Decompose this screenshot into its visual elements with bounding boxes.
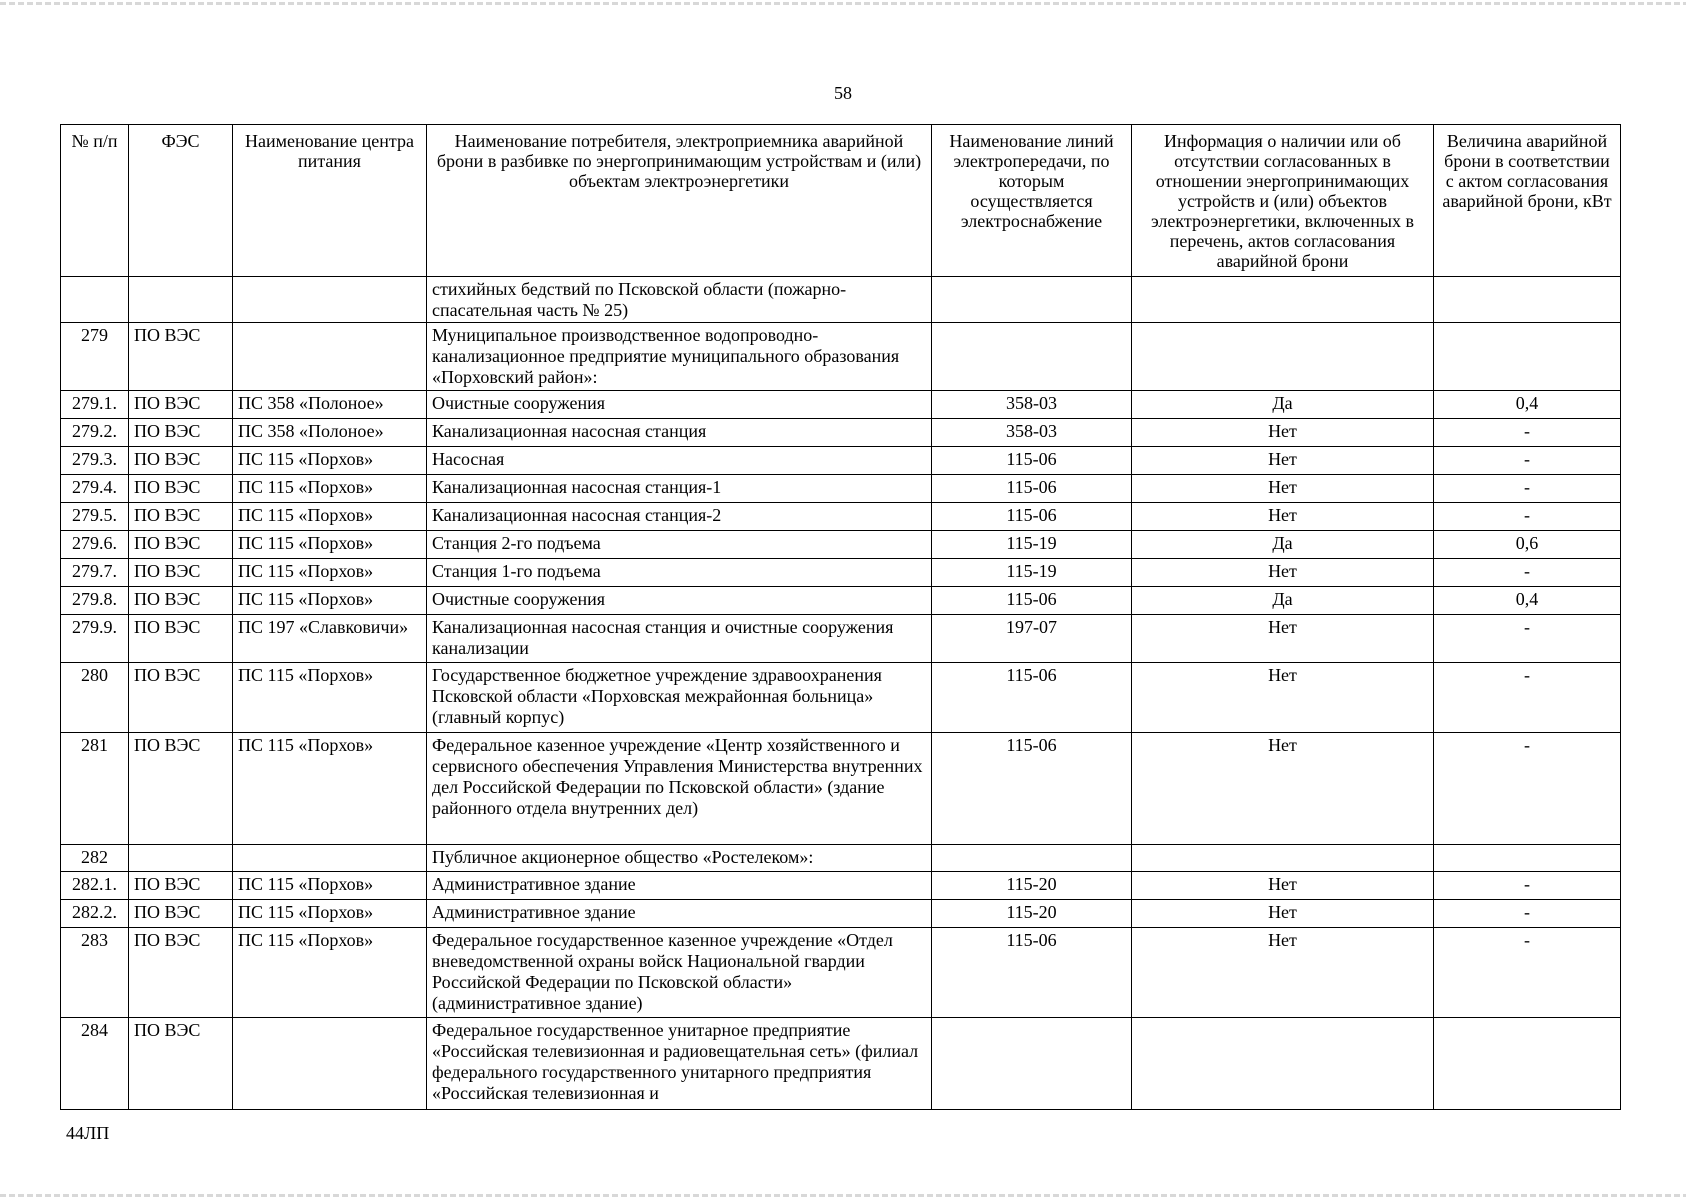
table-row bbox=[61, 663, 1621, 733]
header-row bbox=[61, 125, 1621, 277]
cell-power-line: 115-06 bbox=[932, 447, 1132, 475]
cell-number: 279.3. bbox=[61, 447, 129, 475]
cell-consumer: Публичное акционерное общество «Ростелеком»: bbox=[427, 845, 932, 872]
cell-fes: ПО ВЭС bbox=[129, 928, 233, 1018]
cell-power-line: 115-19 bbox=[932, 559, 1132, 587]
cell-number: 279.2. bbox=[61, 419, 129, 447]
cell-number: 279.5. bbox=[61, 503, 129, 531]
cell-agreement-info: Нет bbox=[1132, 928, 1434, 1018]
cell-power-line bbox=[932, 1018, 1132, 1110]
cell-power-center: ПС 115 «Порхов» bbox=[233, 663, 427, 733]
table-row bbox=[61, 277, 1621, 323]
cell-number: 280 bbox=[61, 663, 129, 733]
cell-power-line bbox=[932, 323, 1132, 391]
table-body bbox=[61, 277, 1621, 1110]
cell-consumer: Станция 2-го подъема bbox=[427, 531, 932, 559]
header-power-line: Наименование линий электропередачи, по которым осуществляется электроснабжение bbox=[932, 125, 1132, 277]
cell-fes: ПО ВЭС bbox=[129, 323, 233, 391]
cell-fes: ПО ВЭС bbox=[129, 531, 233, 559]
scan-top-edge bbox=[0, 2, 1686, 5]
table-row bbox=[61, 845, 1621, 872]
cell-consumer: Федеральное государственное казенное учреждение «Отдел вневедомственной охраны войск Национальной гвардии Российской Федерации по Псковской области» (административное здание) bbox=[427, 928, 932, 1018]
cell-backup-kw: - bbox=[1434, 872, 1621, 900]
cell-consumer: Федеральное государственное унитарное предприятие «Российская телевизионная и радиовещательная сеть» (филиал федерального государственного унитарного предприятия «Российская телевизионная и bbox=[427, 1018, 932, 1110]
cell-backup-kw bbox=[1434, 323, 1621, 391]
table-header bbox=[61, 125, 1621, 277]
cell-backup-kw: - bbox=[1434, 900, 1621, 928]
cell-agreement-info: Да bbox=[1132, 391, 1434, 419]
cell-number: 283 bbox=[61, 928, 129, 1018]
cell-consumer: стихийных бедствий по Псковской области (пожарно-спасательная часть № 25) bbox=[427, 277, 932, 323]
cell-fes: ПО ВЭС bbox=[129, 733, 233, 845]
cell-fes: ПО ВЭС bbox=[129, 447, 233, 475]
table-row bbox=[61, 587, 1621, 615]
cell-consumer: Административное здание bbox=[427, 872, 932, 900]
cell-backup-kw bbox=[1434, 277, 1621, 323]
cell-power-center: ПС 115 «Порхов» bbox=[233, 900, 427, 928]
cell-consumer: Канализационная насосная станция-2 bbox=[427, 503, 932, 531]
cell-power-center: ПС 115 «Порхов» bbox=[233, 872, 427, 900]
cell-backup-kw: - bbox=[1434, 475, 1621, 503]
table-row bbox=[61, 531, 1621, 559]
cell-agreement-info: Нет bbox=[1132, 615, 1434, 663]
cell-consumer: Очистные сооружения bbox=[427, 391, 932, 419]
cell-consumer: Муниципальное производственное водопроводно-канализационное предприятие муниципального образования «Порховский район»: bbox=[427, 323, 932, 391]
header-number: № п/п bbox=[61, 125, 129, 277]
cell-power-line: 115-06 bbox=[932, 733, 1132, 845]
cell-power-center bbox=[233, 277, 427, 323]
cell-power-line: 115-06 bbox=[932, 928, 1132, 1018]
table-row bbox=[61, 559, 1621, 587]
cell-consumer: Насосная bbox=[427, 447, 932, 475]
cell-agreement-info: Нет bbox=[1132, 900, 1434, 928]
cell-number: 279.8. bbox=[61, 587, 129, 615]
cell-backup-kw: - bbox=[1434, 559, 1621, 587]
cell-fes: ПО ВЭС bbox=[129, 391, 233, 419]
cell-backup-kw: 0,6 bbox=[1434, 531, 1621, 559]
cell-consumer: Очистные сооружения bbox=[427, 587, 932, 615]
cell-agreement-info: Нет bbox=[1132, 419, 1434, 447]
cell-power-line: 358-03 bbox=[932, 419, 1132, 447]
cell-fes: ПО ВЭС bbox=[129, 615, 233, 663]
header-fes: ФЭС bbox=[129, 125, 233, 277]
cell-consumer: Государственное бюджетное учреждение здравоохранения Псковской области «Порховская межрайонная больница» (главный корпус) bbox=[427, 663, 932, 733]
cell-power-line: 115-20 bbox=[932, 872, 1132, 900]
cell-number: 282.2. bbox=[61, 900, 129, 928]
cell-power-center: ПС 115 «Порхов» bbox=[233, 928, 427, 1018]
cell-agreement-info: Нет bbox=[1132, 872, 1434, 900]
cell-power-center: ПС 115 «Порхов» bbox=[233, 587, 427, 615]
cell-agreement-info bbox=[1132, 845, 1434, 872]
cell-fes: ПО ВЭС bbox=[129, 475, 233, 503]
table-row bbox=[61, 1018, 1621, 1110]
cell-agreement-info: Нет bbox=[1132, 503, 1434, 531]
cell-power-center bbox=[233, 1018, 427, 1110]
header-power-center: Наименование центра питания bbox=[233, 125, 427, 277]
cell-fes: ПО ВЭС bbox=[129, 872, 233, 900]
cell-agreement-info: Нет bbox=[1132, 447, 1434, 475]
cell-power-center: ПС 115 «Порхов» bbox=[233, 475, 427, 503]
cell-power-center: ПС 115 «Порхов» bbox=[233, 503, 427, 531]
cell-power-center: ПС 115 «Порхов» bbox=[233, 733, 427, 845]
cell-agreement-info: Да bbox=[1132, 587, 1434, 615]
cell-power-center bbox=[233, 845, 427, 872]
table-row bbox=[61, 900, 1621, 928]
cell-fes: ПО ВЭС bbox=[129, 503, 233, 531]
cell-agreement-info bbox=[1132, 277, 1434, 323]
cell-consumer: Канализационная насосная станция-1 bbox=[427, 475, 932, 503]
cell-backup-kw: - bbox=[1434, 615, 1621, 663]
cell-backup-kw: - bbox=[1434, 928, 1621, 1018]
cell-agreement-info: Нет bbox=[1132, 475, 1434, 503]
cell-power-center bbox=[233, 323, 427, 391]
cell-power-center: ПС 115 «Порхов» bbox=[233, 447, 427, 475]
cell-number: 279.1. bbox=[61, 391, 129, 419]
header-agreement-info: Информация о наличии или об отсутствии согласованных в отношении энергопринимающих устройств и (или) объектов электроэнергетики, включенных в перечень, актов согласования аварийной брони bbox=[1132, 125, 1434, 277]
cell-agreement-info: Нет bbox=[1132, 663, 1434, 733]
cell-power-line: 197-07 bbox=[932, 615, 1132, 663]
table-row bbox=[61, 475, 1621, 503]
cell-power-line: 115-06 bbox=[932, 663, 1132, 733]
cell-fes: ПО ВЭС bbox=[129, 559, 233, 587]
cell-number: 279.6. bbox=[61, 531, 129, 559]
cell-number: 279.9. bbox=[61, 615, 129, 663]
cell-number bbox=[61, 277, 129, 323]
table-row bbox=[61, 323, 1621, 391]
cell-fes: ПО ВЭС bbox=[129, 1018, 233, 1110]
cell-power-line: 115-20 bbox=[932, 900, 1132, 928]
table-row bbox=[61, 872, 1621, 900]
cell-agreement-info: Нет bbox=[1132, 559, 1434, 587]
cell-power-line: 115-06 bbox=[932, 503, 1132, 531]
header-consumer: Наименование потребителя, электроприемника аварийной брони в разбивке по энергопринимающим устройствам и (или) объектам электроэнергетики bbox=[427, 125, 932, 277]
cell-backup-kw bbox=[1434, 845, 1621, 872]
document-code: 44ЛП bbox=[66, 1123, 110, 1143]
cell-backup-kw: - bbox=[1434, 663, 1621, 733]
cell-backup-kw: 0,4 bbox=[1434, 587, 1621, 615]
table-row bbox=[61, 615, 1621, 663]
backup-power-table bbox=[60, 124, 1621, 1110]
cell-number: 279.4. bbox=[61, 475, 129, 503]
cell-power-line: 115-06 bbox=[932, 475, 1132, 503]
cell-fes bbox=[129, 845, 233, 872]
cell-number: 281 bbox=[61, 733, 129, 845]
cell-agreement-info: Нет bbox=[1132, 733, 1434, 845]
cell-number: 282.1. bbox=[61, 872, 129, 900]
cell-consumer: Федеральное казенное учреждение «Центр хозяйственного и сервисного обеспечения Управления Министерства внутренних дел Российской Федерации по Псковской области» (здание районного отдела внутренних дел) bbox=[427, 733, 932, 845]
cell-consumer: Канализационная насосная станция bbox=[427, 419, 932, 447]
cell-consumer: Канализационная насосная станция и очистные сооружения канализации bbox=[427, 615, 932, 663]
cell-power-center: ПС 197 «Славковичи» bbox=[233, 615, 427, 663]
scan-bottom-edge bbox=[0, 1194, 1686, 1197]
cell-backup-kw bbox=[1434, 1018, 1621, 1110]
cell-number: 284 bbox=[61, 1018, 129, 1110]
cell-number: 279 bbox=[61, 323, 129, 391]
cell-number: 279.7. bbox=[61, 559, 129, 587]
cell-power-center: ПС 115 «Порхов» bbox=[233, 559, 427, 587]
cell-fes: ПО ВЭС bbox=[129, 587, 233, 615]
cell-agreement-info bbox=[1132, 323, 1434, 391]
cell-power-line bbox=[932, 845, 1132, 872]
cell-consumer: Станция 1-го подъема bbox=[427, 559, 932, 587]
cell-fes: ПО ВЭС bbox=[129, 419, 233, 447]
table-row bbox=[61, 447, 1621, 475]
cell-backup-kw: - bbox=[1434, 419, 1621, 447]
header-backup-kw: Величина аварийной брони в соответствии с актом согласования аварийной брони, кВт bbox=[1434, 125, 1621, 277]
page-number: 58 bbox=[834, 83, 852, 103]
cell-agreement-info: Да bbox=[1132, 531, 1434, 559]
cell-consumer: Административное здание bbox=[427, 900, 932, 928]
cell-fes: ПО ВЭС bbox=[129, 663, 233, 733]
table-row bbox=[61, 419, 1621, 447]
table-row bbox=[61, 928, 1621, 1018]
cell-agreement-info bbox=[1132, 1018, 1434, 1110]
cell-fes: ПО ВЭС bbox=[129, 900, 233, 928]
cell-power-line: 115-06 bbox=[932, 587, 1132, 615]
cell-backup-kw: - bbox=[1434, 503, 1621, 531]
cell-number: 282 bbox=[61, 845, 129, 872]
table-row bbox=[61, 391, 1621, 419]
cell-power-line: 358-03 bbox=[932, 391, 1132, 419]
cell-fes bbox=[129, 277, 233, 323]
cell-power-center: ПС 358 «Полоное» bbox=[233, 391, 427, 419]
table-row bbox=[61, 733, 1621, 845]
table-row bbox=[61, 503, 1621, 531]
cell-backup-kw: - bbox=[1434, 447, 1621, 475]
cell-backup-kw: 0,4 bbox=[1434, 391, 1621, 419]
cell-backup-kw: - bbox=[1434, 733, 1621, 845]
cell-power-line bbox=[932, 277, 1132, 323]
cell-power-center: ПС 358 «Полоное» bbox=[233, 419, 427, 447]
cell-power-center: ПС 115 «Порхов» bbox=[233, 531, 427, 559]
cell-power-line: 115-19 bbox=[932, 531, 1132, 559]
